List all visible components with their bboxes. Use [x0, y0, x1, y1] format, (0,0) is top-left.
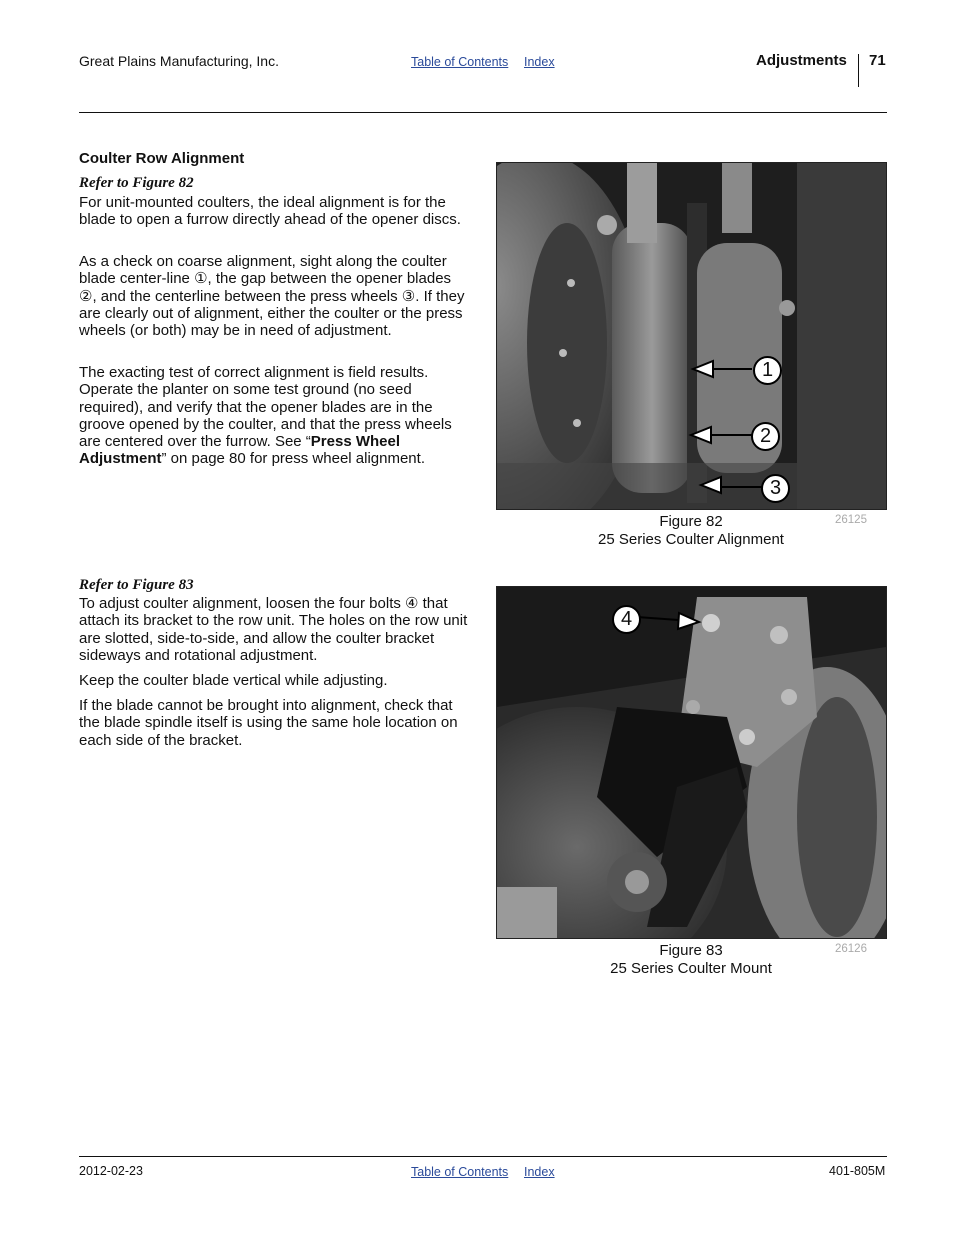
callout-4: 4	[612, 605, 641, 634]
figure-83-photo	[496, 586, 887, 939]
callout-3: 3	[761, 474, 790, 503]
figure-83-callout-arrow	[497, 587, 886, 938]
figure-82-callout-arrows	[497, 163, 886, 509]
paragraph-3: The exacting test of correct alignment is field results. Operate the planter on some test ground (no seed required), and verify that the opener blades are in the groove opened by the coulter, and that the press wheels are centered over the furrow. See “Press Wheel Adjustment” on page 80 for press wheel alignment.	[79, 364, 452, 468]
header-company: Great Plains Manufacturing, Inc.	[79, 53, 279, 69]
paragraph-2: As a check on coarse alignment, sight along the coulter blade center-line ①, the gap between the opener blades ②, and the centerline between the press wheels ③. If they are clearly out of alignment, either the coulter or the press wheels (or both) may be in need of adjustment.	[79, 253, 465, 340]
figure-82-photo	[496, 162, 887, 510]
page-number: 71	[869, 52, 886, 69]
figure-82-id: 26125	[835, 514, 867, 526]
header-toc-link[interactable]: Table of Contents	[411, 55, 509, 69]
press-wheel-reference: Press Wheel Adjustment	[79, 433, 401, 468]
section-heading: Coulter Row Alignment	[79, 150, 245, 167]
footer-rule	[79, 1156, 887, 1157]
footer-date: 2012-02-23	[79, 1164, 143, 1178]
figure-83-title: 25 Series Coulter Mount	[610, 960, 772, 977]
figure-82-number: Figure 82	[659, 513, 723, 530]
figure-82-caption	[496, 513, 886, 549]
figure-83-caption	[496, 942, 886, 978]
paragraph-5: Keep the coulter blade vertical while adjusting.	[79, 672, 388, 689]
figure-82-title: 25 Series Coulter Alignment	[598, 531, 784, 548]
figure-83-id: 26126	[835, 943, 867, 955]
footer-toc-link[interactable]: Table of Contents	[411, 1165, 509, 1179]
callout-1: 1	[753, 356, 782, 385]
header-rule	[79, 112, 887, 113]
paragraph-6: If the blade cannot be brought into alignment, check that the blade spindle itself is using the same hole location on each side of the bracket.	[79, 697, 458, 749]
callout-2: 2	[751, 422, 780, 451]
header-index-link[interactable]: Index	[524, 55, 555, 69]
header-divider	[858, 54, 859, 87]
refer-figure-82: Refer to Figure 82	[79, 175, 194, 191]
footer-doc-number: 401-805M	[829, 1164, 886, 1178]
header-section-title: Adjustments	[756, 52, 847, 69]
figure-83-number: Figure 83	[659, 942, 723, 959]
refer-figure-83: Refer to Figure 83	[79, 577, 194, 593]
paragraph-4: To adjust coulter alignment, loosen the four bolts ④ that attach its bracket to the row unit. The holes on the row unit are slotted, side-to-side, and allow the coulter bracket sideways and rotational adjustment.	[79, 595, 468, 664]
paragraph-1: For unit-mounted coulters, the ideal alignment is for the blade to open a furrow directly ahead of the opener discs.	[79, 194, 461, 229]
footer-index-link[interactable]: Index	[524, 1165, 555, 1179]
